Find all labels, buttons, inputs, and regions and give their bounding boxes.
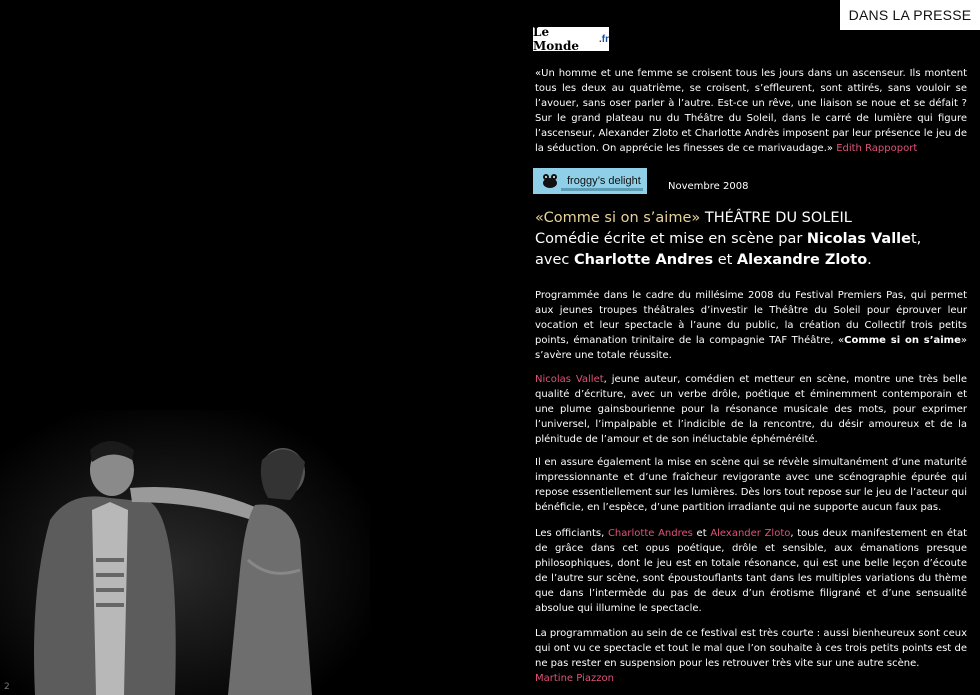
p1-play-title: Comme si on s’aime: [844, 335, 961, 346]
p1-text-b: » s’avère une totale réussite.: [535, 335, 967, 361]
actor-name-2: Alexandre Zloto: [736, 252, 868, 268]
p1-text-a: Programmée dans le cadre du millésime 2008 du Festival Premiers Pas, qui permet aux jeunes troupes théâtrales d’investir le Théâtre du Soleil pour éprouver leur vocation et leur spectacle à l’aune du public, la création du Collectif trois petits points, émanation trinitaire de la compagnie TAF Théâtre, «: [535, 290, 967, 346]
p4-name-1: Charlotte Andres: [607, 528, 693, 539]
article-paragraph-1: [535, 288, 967, 363]
theatre-name: THÉÂTRE DU SOLEIL: [700, 210, 852, 226]
stage-photo: [0, 410, 370, 695]
play-title: «Comme si on s’aime»: [535, 210, 701, 226]
p5-text: La programmation au sein de ce festival est très courte : aussi bienheureux sont ceux qui ont vu ce spectacle et tout le mal que l’on souhaite à ces trois petits points est de ne pas rester en suspension pour les retrouver très vite sur une autre scène.: [535, 628, 967, 669]
p2-text: , jeune auteur, comédien et metteur en scène, montre une très belle qualité d’écriture, avec un verbe drôle, poétique et éminemment contemporain et une plume gainsbourienne pour la résonance musicale des mots, pour exprimer l’universel, l’impalpable et l’indicible de la rencontre, du désir amoureux et de la plénitude de l’amour et de son inéluctable éphéméréité.: [535, 374, 968, 445]
page-number: 2: [4, 682, 10, 692]
headline-line3-end: .: [867, 252, 872, 268]
article-paragraph-5: [535, 626, 967, 686]
froggy-logo: [533, 168, 647, 194]
author-name: Nicolas Valle: [806, 231, 911, 247]
actor-name-1: Charlotte Andres: [573, 252, 714, 268]
p4-text-a: Les officiants,: [535, 528, 608, 539]
p4-name-2: Alexander Zloto: [710, 528, 791, 539]
headline-line2-end: t,: [911, 231, 922, 247]
lemonde-quote: [535, 66, 967, 156]
p2-name: Nicolas Vallet: [535, 374, 604, 385]
lemonde-quote-author: Edith Rappoport: [836, 143, 918, 154]
headline-line3-text: avec: [535, 252, 574, 268]
headline-line2: [535, 229, 975, 250]
article-paragraph-3: Il en assure également la mise en scène qui se révèle simultanément d’une maturité impressionnante et d’une fraîcheur revigorante avec une scénographie épurée qui repose essentiellement sur les lumières. Dès lors tout repose sur le jeu de l’acteur qui bénéficie, en l’espèce, d’une partition irradiante qui ne supporte aucun faux pas.: [535, 457, 967, 513]
lemonde-logo-main: Le Monde: [533, 25, 580, 53]
p4-text-b: et: [692, 528, 711, 539]
froggy-logo-underline: [561, 188, 643, 191]
headline-line3: [535, 250, 975, 271]
frog-icon: [541, 173, 559, 189]
headline-line3-and: et: [713, 252, 737, 268]
p4-text-c: , tous deux manifestement en état de grâce dans cet opus poétique, drôle et sensible, aux émanations presque philosophiques, dont le jeu est en totale résonance, qui est une belle leçon d’écoute de l’autre sur scène, sont époustouflants tant dans les multiples variations du thème que dans l’intermède du pas de deux d’un érotisme filigrané et d’une sensualité absolue qui illumine le spectacle.: [535, 528, 967, 614]
article-headline: [535, 208, 975, 271]
section-tag: DANS LA PRESSE: [840, 0, 980, 30]
article-paragraph-2: [535, 372, 967, 447]
article-date: Novembre 2008: [668, 181, 749, 192]
p5-author: Martine Piazzon: [535, 673, 614, 684]
lemonde-logo-suffix: .fr: [599, 33, 609, 45]
headline-line1: [535, 208, 975, 229]
froggy-logo-text: froggy’s delight: [567, 175, 641, 187]
headline-line2-text: Comédie écrite et mise en scène par: [535, 231, 807, 247]
article-paragraph-4: [535, 526, 967, 616]
lemonde-quote-text: «Un homme et une femme se croisent tous les jours dans un ascenseur. Ils montent tous les deux au quatrième, se croisent, s’effleurent, sont attirés, sans vouloir se l’avouer, sans oser parler à l’autre. Est-ce un rêve, une liaison se noue et se défait ? Sur le grand plateau nu du Théâtre du Soleil, dans le carré de lumière qui figure l’ascenseur, Alexander Zloto et Charlotte Andrès imposent par leur présence le jeu de la séduction. On apprécie les finesses de ce marivaudage.»: [535, 68, 967, 154]
lemonde-logo: [533, 27, 609, 51]
